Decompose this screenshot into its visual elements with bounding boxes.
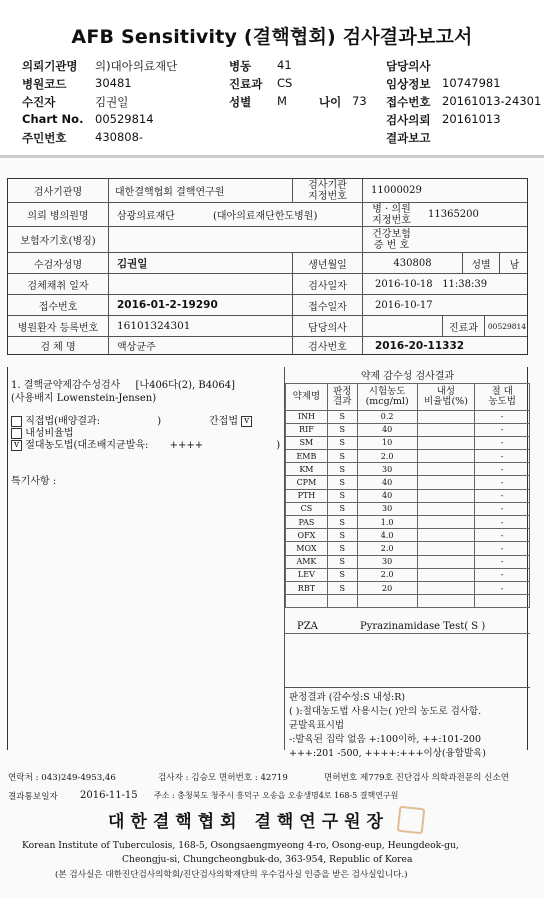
rcpt-date-label: 접수일자 <box>292 295 362 315</box>
table-header-cell: 내성 비율법(%) <box>417 383 475 410</box>
report-title: AFB Sensitivity (결핵협회) 검사결과보고서 <box>71 26 473 48</box>
header-label: 나이 <box>319 95 342 109</box>
table-cell: - <box>475 581 530 594</box>
divider <box>0 155 544 158</box>
table-cell: - <box>475 463 530 476</box>
verdict-line: 균발육표시법 <box>289 720 345 731</box>
header-row <box>22 76 542 94</box>
table-cell: RIF <box>286 423 328 436</box>
table-cell <box>417 463 475 476</box>
result-section <box>7 367 528 759</box>
absconc-value: ++++ <box>169 440 204 451</box>
table-cell <box>417 502 475 515</box>
table-cell: PTH <box>286 489 328 502</box>
table-cell: 2.0 <box>357 450 417 463</box>
desig-label-1: 검사기관 <box>308 179 347 191</box>
table-row <box>286 489 530 502</box>
table-cell: S <box>327 555 357 568</box>
verdict-line: +++:201 -500, ++++:+++이상(융합발육) <box>289 748 487 759</box>
test-date-label: 검사일자 <box>292 274 362 294</box>
header-value: 의)대아의료재단 <box>95 59 178 73</box>
table-cell: 20 <box>357 581 417 594</box>
header-label: 병원코드 <box>22 77 67 91</box>
special-notes: 특기사항 : <box>11 476 57 487</box>
header-row <box>22 130 542 148</box>
table-cell: OFX <box>286 529 328 542</box>
table-row <box>286 542 530 555</box>
footer-tester: 검사자 : 김승모 면허번호 : 42719 <box>158 773 288 783</box>
pza-value: Pyrazinamidase Test( S ) <box>360 621 486 632</box>
table-cell: S <box>327 568 357 581</box>
verdict-line: ( ):절대농도법 사용시는( )안의 농도로 검사함. <box>289 706 482 717</box>
table-cell: AMK <box>286 555 328 568</box>
footer-contact: 연락처 : 043)249-4953,46 <box>8 773 116 783</box>
table-header-cell: 시험농도 (mcg/ml) <box>357 383 417 410</box>
form-row <box>8 316 527 337</box>
table-cell: - <box>475 529 530 542</box>
pat-label: 병원환자 등록번호 <box>17 322 99 334</box>
table-row <box>286 595 530 608</box>
table-cell: S <box>327 423 357 436</box>
table-cell <box>417 542 475 555</box>
req-label: 의뢰 병의원명 <box>27 211 89 222</box>
table-row <box>286 581 530 594</box>
header-label: 임상정보 <box>386 77 431 91</box>
table-header-row <box>286 383 530 410</box>
req-value <box>108 203 362 226</box>
table-cell: S <box>327 450 357 463</box>
table-row <box>286 568 530 581</box>
absconc-label: 절대농도법(대조배지균발육: <box>25 440 149 451</box>
ins-label: 보험자기호(병징) <box>20 236 96 247</box>
table-cell: - <box>475 502 530 515</box>
table-cell: - <box>475 436 530 449</box>
absconc-method <box>11 436 280 451</box>
table-cell <box>417 529 475 542</box>
header-value: 430808- <box>95 130 144 144</box>
verdict-line: -:발육된 집락 없음 +:100이하, ++:101-200 <box>289 734 481 745</box>
absconc-close: ) <box>276 440 281 451</box>
header-value: 30481 <box>95 76 132 90</box>
table-cell: S <box>327 410 357 423</box>
footer-report-label: 결과통보일자 <box>8 792 58 802</box>
verdict-line: 판정결과 (감수성:S 내성:R) <box>289 692 406 703</box>
doc-value <box>362 316 442 336</box>
table-cell <box>327 595 357 608</box>
header-row <box>22 94 542 112</box>
table-cell: 40 <box>357 489 417 502</box>
header-value: 20161013 <box>442 112 501 126</box>
header-label: 의뢰기관명 <box>22 59 78 73</box>
dob-value: 430808 <box>362 253 462 273</box>
test-date-value: 2016-10-18 11:38:39 <box>362 274 529 294</box>
table-cell: - <box>475 542 530 555</box>
medium-text: (사용배지 Lowenstein-Jensen) <box>11 393 157 404</box>
table-cell: - <box>475 516 530 529</box>
hc-label-2: 증 번 호 <box>373 239 410 251</box>
table-cell: EMB <box>286 450 328 463</box>
table-cell: S <box>327 502 357 515</box>
table-cell: CS <box>286 502 328 515</box>
direct-close: ) <box>157 416 162 427</box>
form-row <box>8 295 527 316</box>
header-label: 담당의사 <box>386 59 431 73</box>
testno-value: 2016-20-11332 <box>362 337 529 354</box>
table-cell: 30 <box>357 555 417 568</box>
table-cell: S <box>327 542 357 555</box>
indirect-checkbox[interactable]: v <box>241 416 252 427</box>
footer-report-date: 2016-11-15 <box>80 790 138 801</box>
table-cell <box>417 476 475 489</box>
table-cell <box>417 555 475 568</box>
table-cell <box>417 423 475 436</box>
table-cell <box>475 595 530 608</box>
table-cell: 0.2 <box>357 410 417 423</box>
test-code: [나406다(2), B4064] <box>135 380 236 391</box>
hosp-label-2: 지정번호 <box>372 214 411 226</box>
absconc-checkbox[interactable]: v <box>11 440 22 451</box>
form-row <box>8 179 527 203</box>
header-value: 김권일 <box>95 95 129 109</box>
test-method-pane <box>8 367 284 750</box>
table-cell <box>417 489 475 502</box>
table-cell <box>417 595 475 608</box>
test-title-text: 1. 결핵균약제감수성검사 <box>11 380 121 391</box>
report-header <box>22 58 542 148</box>
dept-value: 00529814 <box>484 316 529 336</box>
table-cell: 1.0 <box>357 516 417 529</box>
english-address-2: Cheongju-si, Chungcheongbuk-do, 363-954, Republic of Korea <box>122 854 413 865</box>
table-row <box>286 423 530 436</box>
table-header-cell: 절 대 농도법 <box>475 383 530 410</box>
direct-label: 직접법(배양결과: <box>25 416 101 427</box>
header-label: 진료과 <box>229 77 263 91</box>
header-label: 수진자 <box>22 95 56 109</box>
resist-label: 내성비율법 <box>25 428 74 439</box>
name-value: 김권일 <box>108 253 292 273</box>
dob-label: 생년월일 <box>292 253 362 273</box>
footer-license: 면허번호 제779호 진단검사 의학과전문의 신소연 <box>324 773 510 783</box>
table-row <box>286 516 530 529</box>
hosp-label <box>362 203 420 226</box>
table-cell <box>357 595 417 608</box>
table-row <box>286 502 530 515</box>
hosp-label-1: 병 · 의원 <box>372 203 411 215</box>
table-row <box>286 529 530 542</box>
header-value: 20161013-24301 <box>442 94 542 108</box>
indirect-label: 간접법 <box>209 416 238 427</box>
testno-label: 검사번호 <box>292 337 362 354</box>
table-cell: S <box>327 516 357 529</box>
header-value: 73 <box>352 94 367 108</box>
table-caption: 약제 감수성 검사결과 <box>286 367 530 383</box>
indirect-method <box>209 412 252 427</box>
hc-label-1: 건강보험 <box>372 228 411 240</box>
table-row <box>286 555 530 568</box>
table-header-cell: 판정 결과 <box>327 383 357 410</box>
header-label: 주민번호 <box>22 131 67 145</box>
table-cell <box>417 436 475 449</box>
pza-label: PZA <box>297 621 318 632</box>
doc-label: 담당의사 <box>292 316 362 336</box>
table-cell: 2.0 <box>357 568 417 581</box>
institute-name: 대한결핵협회 결핵연구원장 <box>108 812 389 832</box>
header-label: 접수번호 <box>386 95 431 109</box>
table-cell: CPM <box>286 476 328 489</box>
table-cell: S <box>327 489 357 502</box>
req-name: 삼광의료재단 <box>117 211 175 222</box>
header-value: CS <box>277 76 293 90</box>
header-value: 00529814 <box>95 112 154 126</box>
table-row <box>286 463 530 476</box>
english-address-1: Korean Institute of Tuberculosis, 168-5, Osongsaengmyeong 4-ro, Osong-eup, Heungdeok-gu, <box>22 840 459 851</box>
header-value: M <box>277 94 287 108</box>
ins-value <box>108 227 362 252</box>
table-cell <box>417 516 475 529</box>
table-cell: 30 <box>357 463 417 476</box>
form-row <box>8 203 527 227</box>
scanned-report <box>0 155 544 897</box>
table-cell: LEV <box>286 568 328 581</box>
table-header-cell: 약제명 <box>286 383 328 410</box>
table-cell <box>417 568 475 581</box>
pat-value: 16101324301 <box>108 316 292 336</box>
desig-label-2: 지정번호 <box>308 190 347 202</box>
table-cell: - <box>475 450 530 463</box>
susceptibility-table <box>285 367 530 608</box>
name-label: 수검자성명 <box>33 259 83 271</box>
header-label: 병동 <box>229 59 252 73</box>
sex-value: 남 <box>499 253 529 273</box>
spec-value: 액상균주 <box>108 337 292 354</box>
req-name-sub: (대아의료재단한도병원) <box>212 211 318 222</box>
form-row <box>8 227 527 253</box>
table-cell: 40 <box>357 423 417 436</box>
header-label: 검사의뢰 <box>386 113 431 127</box>
table-cell: S <box>327 436 357 449</box>
header-row <box>22 112 542 130</box>
table-cell: 30 <box>357 502 417 515</box>
rcpt-value: 2016-01-2-19290 <box>108 295 292 315</box>
seal-stamp <box>397 806 426 835</box>
collect-value <box>108 274 292 294</box>
header-value: 10747981 <box>442 76 501 90</box>
header-value: 41 <box>277 58 292 72</box>
table-cell: RBT <box>286 581 328 594</box>
table-cell <box>417 450 475 463</box>
table-cell: KM <box>286 463 328 476</box>
table-cell: - <box>475 555 530 568</box>
table-row <box>286 410 530 423</box>
header-label: Chart No. <box>22 112 84 126</box>
dept-label: 진료과 <box>442 316 484 336</box>
inst-label: 검사기관명 <box>33 187 83 198</box>
table-row <box>286 450 530 463</box>
form-row <box>8 274 527 295</box>
table-cell: 10 <box>357 436 417 449</box>
table-cell: - <box>475 476 530 489</box>
rcpt-date-value: 2016-10-17 <box>362 295 529 315</box>
footer-address: 주소 : 충청북도 청주시 흥덕구 오송읍 오송생명4로 168-5 결핵연구원 <box>154 791 399 800</box>
table-cell: S <box>327 581 357 594</box>
table-cell: MOX <box>286 542 328 555</box>
desig-value: 11000029 <box>362 179 529 202</box>
table-cell: INH <box>286 410 328 423</box>
inst-value: 대한결핵협회 결핵연구원 <box>108 179 292 202</box>
table-cell: 4.0 <box>357 529 417 542</box>
table-cell: - <box>475 410 530 423</box>
table-cell: 40 <box>357 476 417 489</box>
collect-label: 검체채취 일자 <box>27 280 89 292</box>
rcpt-label: 접수번호 <box>38 301 78 313</box>
table-row <box>286 476 530 489</box>
table-cell: S <box>327 463 357 476</box>
header-label: 성별 <box>229 95 252 109</box>
spec-label: 검 체 명 <box>40 342 76 353</box>
report-form <box>7 178 528 355</box>
header-label: 결과보고 <box>386 131 431 145</box>
hc-label <box>362 227 420 252</box>
table-cell: - <box>475 489 530 502</box>
form-row <box>8 253 527 274</box>
sex-label: 성별 <box>462 253 499 273</box>
header-row <box>22 58 542 76</box>
table-cell: S <box>327 529 357 542</box>
table-cell <box>417 410 475 423</box>
hosp-value: 11365200 <box>428 209 479 220</box>
table-cell: 2.0 <box>357 542 417 555</box>
table-cell: - <box>475 568 530 581</box>
susceptibility-pane <box>284 367 529 759</box>
table-row <box>286 436 530 449</box>
table-cell: - <box>475 423 530 436</box>
table-cell: SM <box>286 436 328 449</box>
verdict-legend <box>285 687 530 764</box>
table-cell <box>286 595 328 608</box>
table-cell: PAS <box>286 516 328 529</box>
form-row <box>8 337 527 354</box>
table-cell <box>417 581 475 594</box>
hc-value <box>420 227 529 252</box>
desig-label <box>292 179 362 202</box>
table-caption-row <box>286 367 530 383</box>
table-cell: S <box>327 476 357 489</box>
pza-row <box>285 620 530 634</box>
cert-note: (본 검사실은 대한진단검사의학회/진단검사의학재단의 우수검사실 인증을 받은 검사실입니다.) <box>55 870 408 880</box>
